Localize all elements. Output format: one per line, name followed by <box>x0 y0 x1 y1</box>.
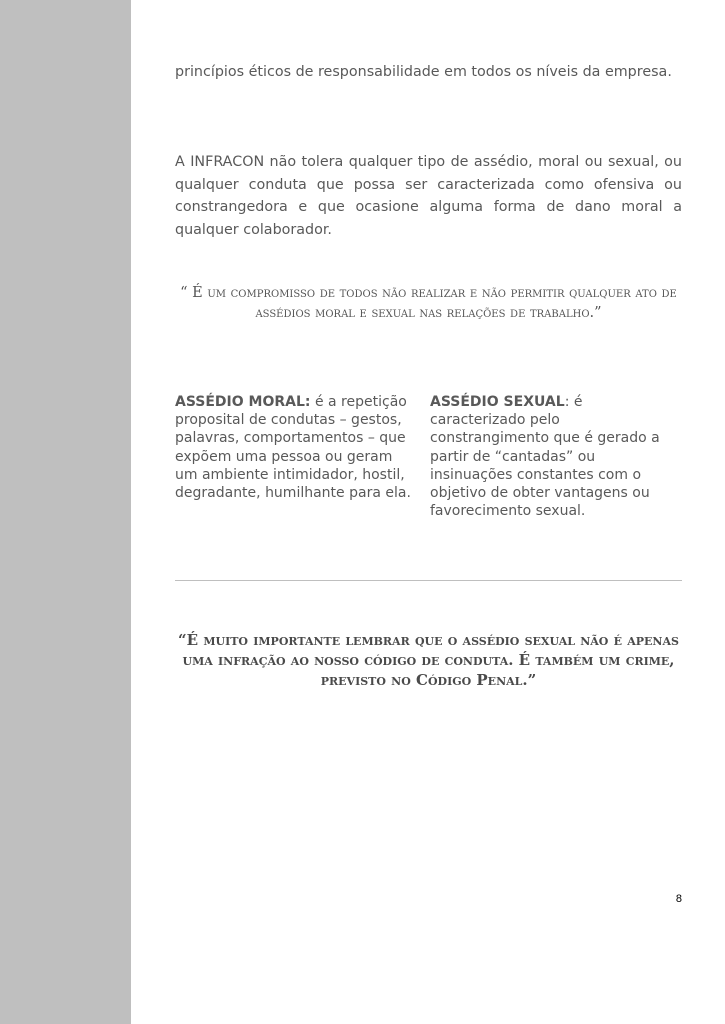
paragraph-ethics-continuation: princípios éticos de responsabilidade em todos os níveis da empresa. <box>175 64 672 80</box>
definition-sexual-text: : é caracterizado pelo constrangimento que é gerado a partir de “cantadas” ou insinuações constantes com o objetivo de obter vantagens ou favorecimento sexual. <box>430 394 660 520</box>
paragraph-harassment-policy: A INFRACON não tolera qualquer tipo de assédio, moral ou sexual, ou qualquer conduta que possa ser caracterizada como ofensiva ou constrangedora e que ocasione alguma forma de dano moral a qualquer colaborador. <box>175 154 682 238</box>
definition-sexual-term: ASSÉDIO SEXUAL <box>430 394 565 410</box>
definition-moral-term: ASSÉDIO MORAL: <box>175 394 311 410</box>
page-number: 8 <box>675 893 682 905</box>
definition-sexual-harassment <box>430 393 682 520</box>
definition-moral-text: é a repetição proposital de condutas – gestos, palavras, comportamentos – que expõem uma pessoa ou geram um ambiente intimidador, hostil, degradante, humilhante para ela. <box>175 394 411 502</box>
commitment-quote: “ É um compromisso de todos não realizar e não permitir qualquer ato de assédios moral e sexual nas relações de trabalho.” <box>180 285 677 321</box>
definition-moral-harassment <box>175 393 415 502</box>
section-divider <box>175 580 682 581</box>
left-sidebar-band <box>0 0 131 1024</box>
crime-reminder-quote: “É muito importante lembrar que o assédio sexual não é apenas uma infração ao nosso código de conduta. É também um crime, previsto no Código Penal.” <box>178 631 679 689</box>
